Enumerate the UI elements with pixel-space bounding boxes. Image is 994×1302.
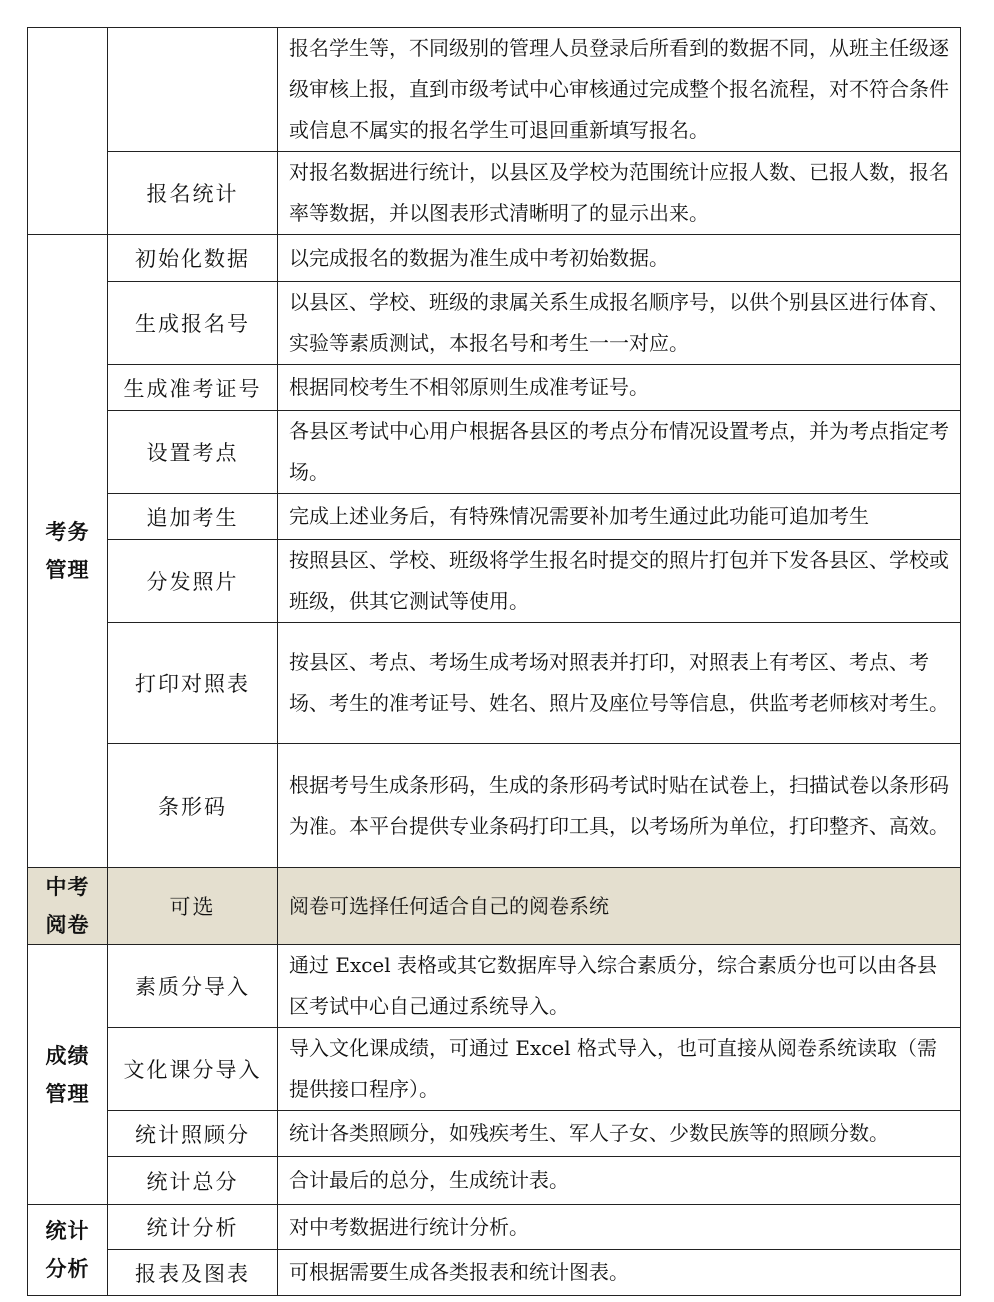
function-cell: 分发照片 [108, 540, 278, 623]
table-row [28, 868, 961, 945]
category-label: 管理 [45, 558, 90, 582]
description-cell: 按县区、考点、考场生成考场对照表并打印，对照表上有考区、考点、考场、考生的准考证号、姓名、照片及座位号等信息，供监考老师核对考生。 [278, 623, 961, 744]
function-cell: 设置考点 [108, 411, 278, 494]
description-cell: 报名学生等，不同级别的管理人员登录后所看到的数据不同，从班主任级逐级审核上报，直到市级考试中心审核通过完成整个报名流程，对不符合条件或信息不属实的报名学生可退回重新填写报名。 [278, 28, 961, 152]
function-cell: 统计照顾分 [108, 1111, 278, 1157]
table-row [28, 1205, 961, 1250]
description-cell: 以县区、学校、班级的隶属关系生成报名顺序号，以供个别县区进行体育、实验等素质测试，本报名号和考生一一对应。 [278, 282, 961, 365]
description-cell: 统计各类照顾分，如残疾考生、军人子女、少数民族等的照顾分数。 [278, 1111, 961, 1157]
function-cell: 报名统计 [108, 152, 278, 235]
table-row [28, 235, 961, 282]
table-row [28, 623, 961, 744]
function-cell: 打印对照表 [108, 623, 278, 744]
category-label: 分析 [45, 1257, 90, 1281]
category-cell-yuejuan [28, 868, 108, 945]
table-row [28, 365, 961, 411]
description-cell: 导入文化课成绩，可通过 Excel 格式导入，也可直接从阅卷系统读取（需提供接口程序）。 [278, 1028, 961, 1111]
description-cell: 以完成报名的数据为准生成中考初始数据。 [278, 235, 961, 282]
category-cell-continued [28, 28, 108, 235]
table-row [28, 1028, 961, 1111]
description-cell: 完成上述业务后，有特殊情况需要补加考生通过此功能可追加考生 [278, 494, 961, 540]
category-label: 中考 [45, 875, 90, 899]
function-cell: 素质分导入 [108, 945, 278, 1028]
function-cell: 初始化数据 [108, 235, 278, 282]
table-row [28, 945, 961, 1028]
table-row [28, 1157, 961, 1205]
category-label: 管理 [45, 1081, 90, 1106]
function-cell: 文化课分导入 [108, 1028, 278, 1111]
table-row [28, 282, 961, 365]
description-cell: 阅卷可选择任何适合自己的阅卷系统 [278, 868, 961, 945]
table-row [28, 152, 961, 235]
function-cell: 生成准考证号 [108, 365, 278, 411]
description-cell: 通过 Excel 表格或其它数据库导入综合素质分，综合素质分也可以由各县区考试中心自己通过系统导入。 [278, 945, 961, 1028]
feature-table [27, 27, 961, 1296]
table-row [28, 744, 961, 868]
table-row [28, 494, 961, 540]
category-cell-kaowu [28, 235, 108, 868]
category-label: 统计 [45, 1219, 90, 1243]
function-cell: 报表及图表 [108, 1250, 278, 1296]
description-cell: 对报名数据进行统计，以县区及学校为范围统计应报人数、已报人数，报名率等数据，并以图表形式清晰明了的显示出来。 [278, 152, 961, 235]
description-cell: 按照县区、学校、班级将学生报名时提交的照片打包并下发各县区、学校或班级，供其它测试等使用。 [278, 540, 961, 623]
table-row [28, 1111, 961, 1157]
description-cell: 可根据需要生成各类报表和统计图表。 [278, 1250, 961, 1296]
category-label: 成绩 [45, 1043, 90, 1068]
table-row [28, 1250, 961, 1296]
function-cell: 统计总分 [108, 1157, 278, 1205]
table-row [28, 411, 961, 494]
function-cell: 追加考生 [108, 494, 278, 540]
category-label: 阅卷 [45, 913, 90, 937]
function-cell: 可选 [108, 868, 278, 945]
category-cell-chengji [28, 945, 108, 1205]
table-row [28, 540, 961, 623]
description-cell: 根据同校考生不相邻原则生成准考证号。 [278, 365, 961, 411]
category-cell-tongji [28, 1205, 108, 1296]
description-cell: 各县区考试中心用户根据各县区的考点分布情况设置考点，并为考点指定考场。 [278, 411, 961, 494]
function-cell: 条形码 [108, 744, 278, 868]
table-row [28, 28, 961, 152]
function-cell: 统计分析 [108, 1205, 278, 1250]
function-cell [108, 28, 278, 152]
description-cell: 对中考数据进行统计分析。 [278, 1205, 961, 1250]
description-cell: 根据考号生成条形码，生成的条形码考试时贴在试卷上，扫描试卷以条形码为准。本平台提供专业条码打印工具，以考场所为单位，打印整齐、高效。 [278, 744, 961, 868]
category-label: 考务 [45, 520, 90, 544]
description-cell: 合计最后的总分，生成统计表。 [278, 1157, 961, 1205]
function-cell: 生成报名号 [108, 282, 278, 365]
